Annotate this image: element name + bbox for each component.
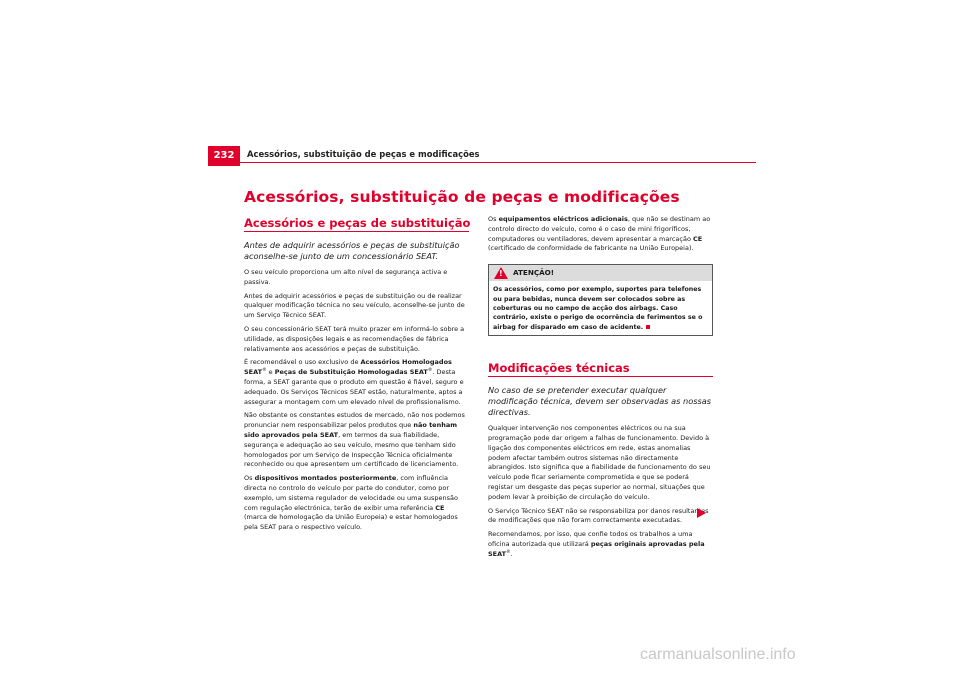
left-column — [244, 215, 469, 537]
header-rule — [208, 162, 756, 163]
registered-mark: ® — [427, 368, 433, 374]
paragraph: O seu veículo proporciona um alto nível de segurança activa e passiva. — [244, 268, 448, 286]
warning-header — [489, 265, 712, 281]
text-run: (marca de homologação da União Europeia) e estar homologados pela SEAT para o respectivo veículo. — [244, 513, 458, 532]
section-lead: Antes de adquirir acessórios e peças de substituição aconselhe-se junto de um concessionário SEAT. — [244, 240, 460, 261]
text-run: (certificado de conformidade de fabricante na União Europeia). — [488, 244, 694, 253]
right-column — [488, 215, 713, 564]
text-run: . Desta forma, a SEAT garante que o produto em questão é fiável, seguro e adequado. Os Serviços Técnicos SEAT estão, naturalmente, aptos a assegurar a montagem com um elevado nível de profissionalismo. — [244, 368, 464, 406]
section-rule — [488, 376, 713, 377]
warning-box — [488, 264, 713, 336]
bold-text: equipamentos eléctricos adicionais — [498, 215, 628, 223]
text-run: , com influência directa no controlo do veículo por parte do condutor, como por exemplo, um sistema regulador de velocidade ou uma suspensão com regulação electrónica, terão de exibir uma referência — [244, 474, 458, 512]
warning-triangle-icon — [494, 267, 508, 279]
text-run: Recomendamos, por isso, que confie todos os trabalhos a uma oficina autorizada que utilizará — [488, 530, 693, 548]
paragraph — [244, 474, 469, 533]
section-end-icon — [646, 325, 650, 329]
text-run: , que não se destinam ao controlo directo do veículo, como é o caso de mini frigoríficos, computadores ou ventiladores, devem apresentar a marcação — [488, 215, 711, 243]
section-lead: No caso de se pretender executar qualquer modificação técnica, devem ser observadas as nossas directivas. — [488, 385, 712, 418]
paragraph: O seu concessionário SEAT terá muito prazer em informá-lo sobre a utilidade, as disposições legais e as recomendações de fábrica relativamente aos acessórios e peças de substituição. — [244, 324, 465, 353]
text-run: , em termos da sua fiabilidade, segurança e adequação ao seu veículo, mesmo que tenham sido homologados por um Serviço de Inspecção Técnica oficialmente reconhecido ou que apresentem um certificado de licenciamento. — [244, 430, 459, 469]
bold-text: CE — [435, 503, 445, 512]
warning-body — [489, 281, 712, 335]
running-header: Acessórios, substituição de peças e modificações — [247, 149, 480, 159]
text-run: . — [510, 549, 513, 558]
warning-text: Os acessórios, como por exemplo, suportes para telefones ou para bebidas, nunca devem ser colocados sobre as coberturas ou no campo de acção dos airbags. Caso contrário, existe o perigo de ocorrência de ferimentos se o airbag for disparado em caso de acidente. — [493, 286, 703, 331]
bold-text: peças originais aprovadas pela SEAT — [488, 539, 705, 558]
text-run: É recomendável o uso exclusivo de — [244, 358, 361, 367]
warning-label: ATENÇÃO! — [513, 268, 555, 278]
bold-text: dispositivos montados posteriormente — [254, 474, 397, 483]
paragraph — [488, 215, 713, 254]
bold-text: não tenham sido aprovados pela SEAT — [244, 421, 457, 439]
paragraph: Qualquer intervenção nos componentes eléctricos ou na sua programação pode dar origem a falhas de funcionamento. Devido à ligação dos componentes eléctricos em rede, estas anomalias podem afectar também outros sistemas não directamente abrangidos. Isto significa que a fiabilidade de funcionamento do seu veículo pode ficar seriamente comprometida e que se poderá registar um desgaste das peças superior ao normal, situações que podem levar à proibição de circulação do veículo. — [488, 424, 711, 501]
continue-arrow-icon — [697, 508, 706, 518]
paragraph — [488, 530, 713, 559]
text-run: Os — [244, 474, 255, 483]
page-number: 232 — [208, 146, 240, 166]
bold-text: CE — [693, 234, 703, 243]
paragraph — [244, 358, 469, 407]
section-rule — [244, 231, 469, 232]
bold-text: Acessórios Homologados SEAT — [244, 358, 452, 377]
paragraph: O Serviço Técnico SEAT não se responsabiliza por danos resultantes de modificações que não foram correctamente executadas. — [488, 506, 709, 525]
registered-mark: ® — [506, 549, 511, 555]
section-title-modifications: Modificações técnicas — [488, 361, 630, 376]
paragraph — [244, 411, 469, 470]
watermark: carmanualsonline.info — [640, 646, 796, 663]
chapter-title: Acessórios, substituição de peças e modificações — [244, 188, 680, 206]
text-run: Os — [488, 215, 499, 223]
text-run: e — [266, 368, 275, 377]
paragraph: Antes de adquirir acessórios e peças de substituição ou de realizar qualquer modificação técnica no seu veículo, aconselhe-se junto de um Serviço Técnico SEAT. — [244, 291, 465, 320]
registered-mark: ® — [262, 368, 267, 374]
section-title-accessories: Acessórios e peças de substituição — [244, 216, 471, 230]
bold-text: Peças de Substituição Homologadas SEAT — [274, 368, 428, 377]
text-run: Não obstante os constantes estudos de mercado, não nos podemos pronunciar nem responsabilizar pelos produtos que — [244, 411, 465, 430]
